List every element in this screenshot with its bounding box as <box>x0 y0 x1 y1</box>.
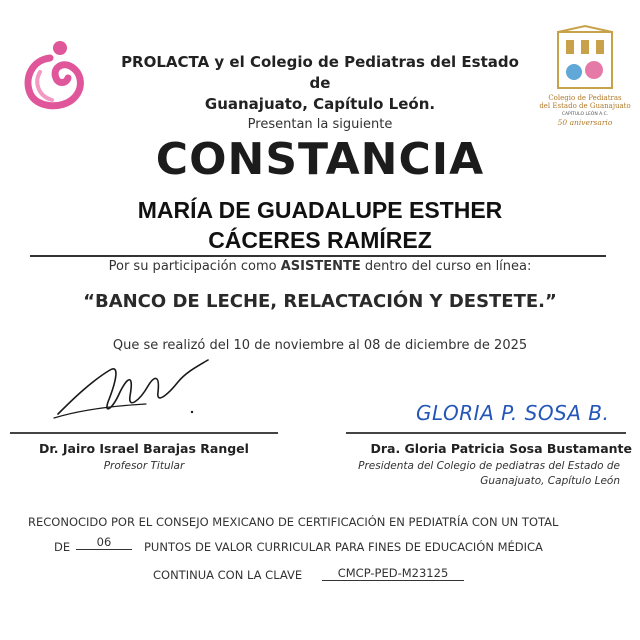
college-chapter: CAPÍTULO LEÓN A.C. <box>561 112 609 117</box>
participation-text: Por su participación como ASISTENTE dentro del curso en línea: <box>108 259 532 274</box>
college-name-1: Colegio de Pediatras <box>548 94 622 102</box>
signature-line-left <box>10 432 278 434</box>
signer-right-role-line-1: Presidenta del Colegio de pediatras del Estado de <box>358 460 620 472</box>
accreditation-key-label: CONTINUA CON LA CLAVE <box>153 568 303 582</box>
certificate-title: CONSTANCIA <box>155 134 485 185</box>
signer-right-name: Dra. Gloria Patricia Sosa Bustamante <box>370 441 632 456</box>
college-name-2: del Estado de Guanajuato <box>539 102 631 110</box>
organizers-heading <box>110 52 530 115</box>
accreditation-de: DE <box>54 540 71 554</box>
college-anniversary: 50 aniversario <box>557 118 613 127</box>
signer-left-name: Dr. Jairo Israel Barajas Rangel <box>39 441 249 456</box>
recipient-name-line-1: MARÍA DE GUADALUPE ESTHER <box>137 197 503 223</box>
curricular-points-value: 06 <box>76 535 132 550</box>
presentan-text: Presentan la siguiente <box>247 117 393 132</box>
signature-right <box>410 392 610 432</box>
accreditation-key-value: CMCP-PED-M23125 <box>322 566 464 581</box>
participation-role: ASISTENTE <box>280 259 361 274</box>
signer-left-role: Profesor Titular <box>103 460 185 472</box>
organizers-line-1: PROLACTA y el Colegio de Pediatras del Estado de <box>121 53 519 92</box>
prolacta-logo <box>22 38 88 110</box>
signature-right-text: GLORIA P. SOSA B. <box>416 401 610 425</box>
signature-line-right <box>346 432 626 434</box>
accreditation-line-1: RECONOCIDO POR EL CONSEJO MEXICANO DE CERTIFICACIÓN EN PEDIATRÍA CON UN TOTAL <box>28 515 559 529</box>
recipient-underline <box>30 255 606 257</box>
accreditation-line-2: PUNTOS DE VALOR CURRICULAR PARA FINES DE EDUCACIÓN MÉDICA <box>144 540 543 554</box>
signature-left <box>50 352 220 432</box>
signer-right-role-line-2: Guanajuato, Capítulo León <box>480 475 620 487</box>
organizers-line-2: Guanajuato, Capítulo León. <box>204 95 436 113</box>
recipient-name-line-2: CÁCERES RAMÍREZ <box>208 227 432 253</box>
course-dates: Que se realizó del 10 de noviembre al 08 de diciembre de 2025 <box>112 338 528 353</box>
signer-right-role <box>340 459 620 489</box>
course-title: “BANCO DE LECHE, RELACTACIÓN Y DESTETE.” <box>83 291 557 312</box>
